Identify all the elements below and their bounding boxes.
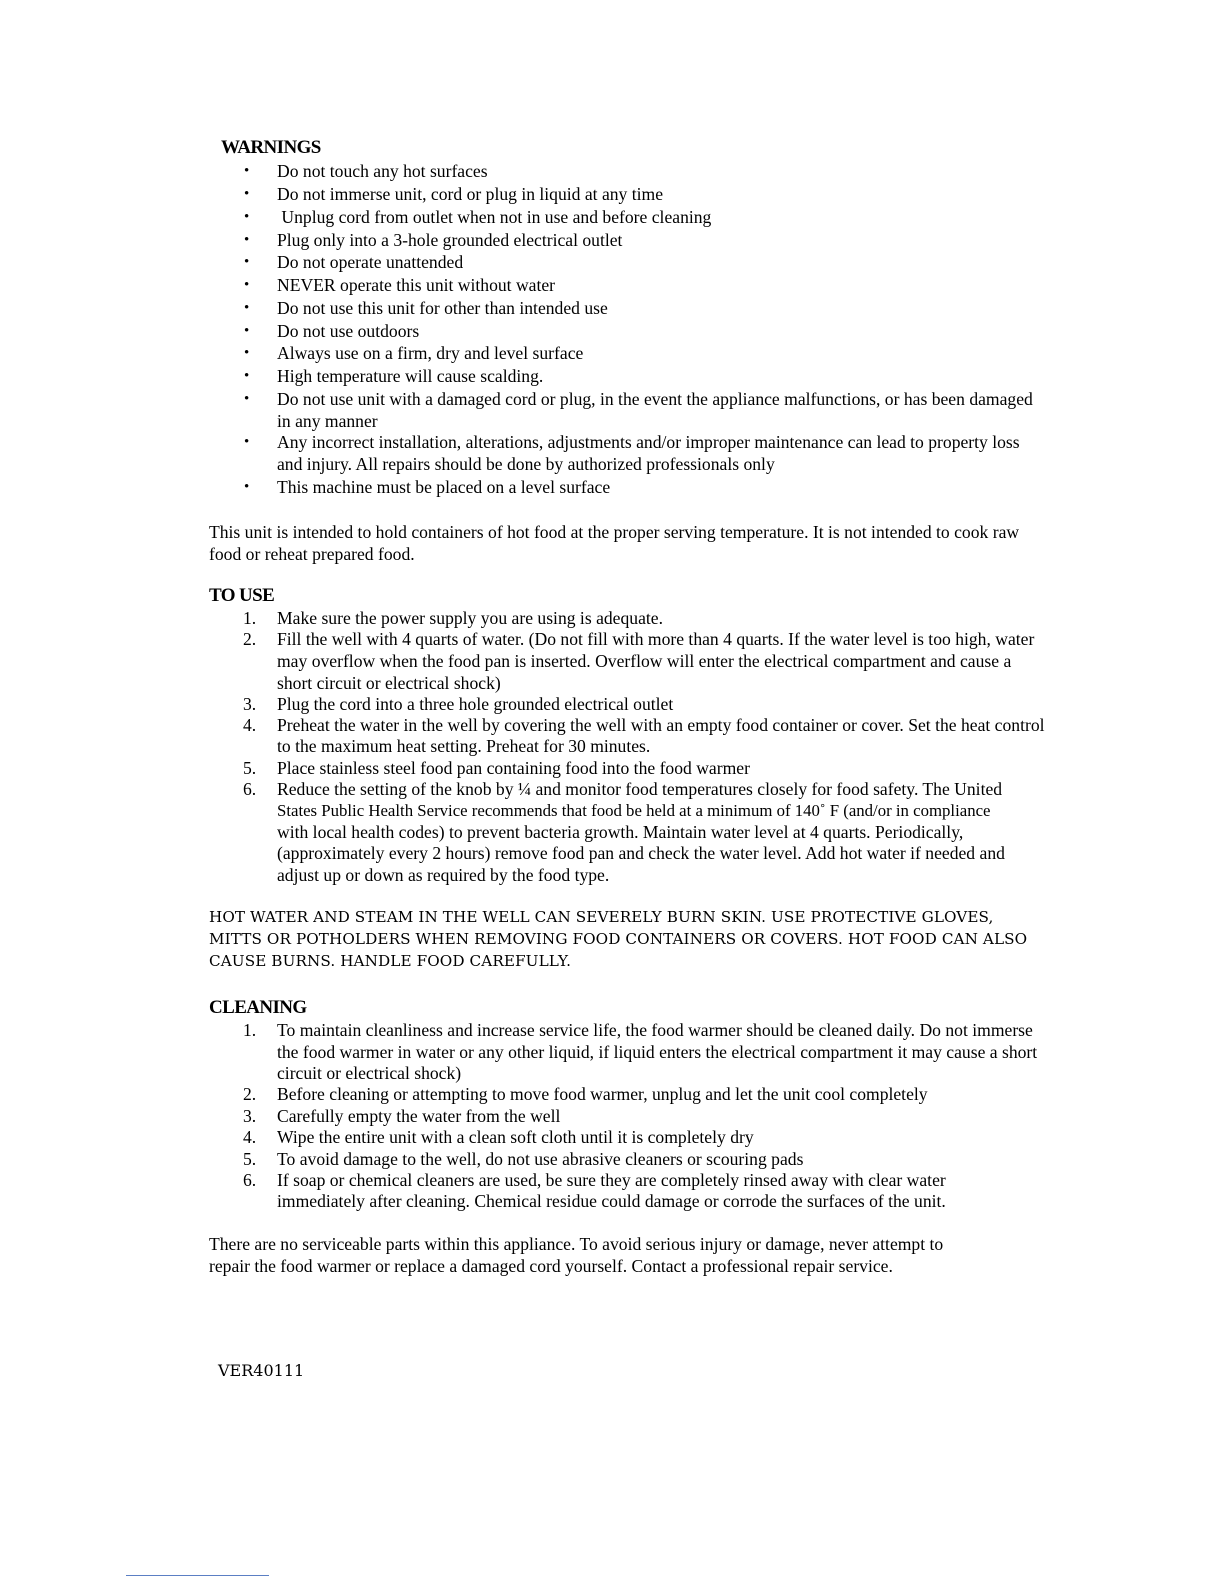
step-text-continued: circuit or electrical shock) <box>277 1063 462 1083</box>
warning-item: Do not immerse unit, cord or plug in liquid at any time <box>277 184 664 204</box>
bullet-icon: • <box>244 300 250 316</box>
bullet-icon: • <box>244 391 250 407</box>
step-number: 5. <box>243 1149 257 1169</box>
caution-line: HOT WATER AND STEAM IN THE WELL CAN SEVERELY BURN SKIN. USE PROTECTIVE GLOVES, <box>209 908 994 926</box>
bullet-icon: • <box>244 163 250 179</box>
bullet-icon: • <box>244 323 250 339</box>
bullet-icon: • <box>244 209 250 225</box>
bullet-icon: • <box>244 479 250 495</box>
to-use-heading: TO USE <box>209 585 275 606</box>
warning-item: Do not use this unit for other than intended use <box>277 298 608 318</box>
step-text-continued: with local health codes) to prevent bacteria growth. Maintain water level at 4 quarts. Periodically, <box>277 822 964 842</box>
warning-item: Do not use outdoors <box>277 321 420 341</box>
warning-item: This machine must be placed on a level surface <box>277 477 611 497</box>
step-text: Place stainless steel food pan containing food into the food warmer <box>277 758 750 778</box>
step-text: Plug the cord into a three hole grounded electrical outlet <box>277 694 674 714</box>
bullet-icon: • <box>244 186 250 202</box>
caution-line: CAUSE BURNS. HANDLE FOOD CAREFULLY. <box>209 952 572 970</box>
step-text-continued: short circuit or electrical shock) <box>277 673 501 693</box>
step-text-continued: (approximately every 2 hours) remove food pan and check the water level. Add hot water if needed and <box>277 843 1005 863</box>
warning-item: High temperature will cause scalding. <box>277 366 544 386</box>
step-text-continued: to the maximum heat setting. Preheat for 30 minutes. <box>277 736 651 756</box>
step-text: Preheat the water in the well by covering the well with an empty food container or cover. Set the heat control <box>277 715 1045 735</box>
step-number: 2. <box>243 1084 257 1104</box>
bullet-icon: • <box>244 232 250 248</box>
warning-item: Always use on a firm, dry and level surface <box>277 343 584 363</box>
step-text: Make sure the power supply you are using is adequate. <box>277 608 663 628</box>
warning-item: Do not touch any hot surfaces <box>277 161 488 181</box>
paragraph-line: There are no serviceable parts within this appliance. To avoid serious injury or damage, never attempt to <box>209 1234 944 1254</box>
step-text-continued: immediately after cleaning. Chemical residue could damage or corrode the surfaces of the unit. <box>277 1191 946 1211</box>
bullet-icon: • <box>244 277 250 293</box>
step-text: To maintain cleanliness and increase service life, the food warmer should be cleaned daily. Do not immerse <box>277 1020 1033 1040</box>
step-text: If soap or chemical cleaners are used, be sure they are completely rinsed away with clear water <box>277 1170 946 1190</box>
step-text-continued: may overflow when the food pan is inserted. Overflow will enter the electrical compartment and cause a <box>277 651 1012 671</box>
step-text-continued: the food warmer in water or any other liquid, if liquid enters the electrical compartment it may cause a short <box>277 1042 1038 1062</box>
bullet-icon: • <box>244 345 250 361</box>
step-number: 1. <box>243 608 257 628</box>
bullet-icon: • <box>244 254 250 270</box>
warnings-heading: WARNINGS <box>221 137 321 158</box>
warning-item: Do not operate unattended <box>277 252 464 272</box>
cleaning-heading: CLEANING <box>209 997 307 1018</box>
step-number: 3. <box>243 1106 257 1126</box>
step-text: Reduce the setting of the knob by ¼ and monitor food temperatures closely for food safety. The United <box>277 779 1003 799</box>
step-text: Fill the well with 4 quarts of water. (Do not fill with more than 4 quarts. If the water level is too high, water <box>277 629 1035 649</box>
step-number: 6. <box>243 1170 257 1190</box>
step-number: 4. <box>243 1127 257 1147</box>
step-number: 2. <box>243 629 257 649</box>
warning-item: Plug only into a 3-hole grounded electrical outlet <box>277 230 623 250</box>
footnote-separator <box>126 1575 269 1576</box>
paragraph-line: food or reheat prepared food. <box>209 544 415 564</box>
caution-line: MITTS OR POTHOLDERS WHEN REMOVING FOOD CONTAINERS OR COVERS. HOT FOOD CAN ALSO <box>209 930 1028 948</box>
step-number: 4. <box>243 715 257 735</box>
version-label: VER40111 <box>218 1361 305 1380</box>
step-text: Wipe the entire unit with a clean soft cloth until it is completely dry <box>277 1127 754 1147</box>
warning-item: NEVER operate this unit without water <box>277 275 556 295</box>
warning-item: Do not use unit with a damaged cord or plug, in the event the appliance malfunctions, or has been damaged <box>277 389 1033 409</box>
paragraph-line: repair the food warmer or replace a damaged cord yourself. Contact a professional repair service. <box>209 1256 893 1276</box>
warning-item-continued: in any manner <box>277 411 378 431</box>
step-text: To avoid damage to the well, do not use abrasive cleaners or scouring pads <box>277 1149 804 1169</box>
warning-item: Unplug cord from outlet when not in use and before cleaning <box>277 207 712 227</box>
bullet-icon: • <box>244 434 250 450</box>
bullet-icon: • <box>244 368 250 384</box>
step-number: 3. <box>243 694 257 714</box>
step-text: Before cleaning or attempting to move food warmer, unplug and let the unit cool completely <box>277 1084 928 1104</box>
step-number: 1. <box>243 1020 257 1040</box>
step-text: Carefully empty the water from the well <box>277 1106 561 1126</box>
step-number: 6. <box>243 779 257 799</box>
step-text-continued: States Public Health Service recommends that food be held at a minimum of 140˚ F (and/or in compliance <box>277 801 991 820</box>
step-text-continued: adjust up or down as required by the food type. <box>277 865 610 885</box>
warning-item-continued: and injury. All repairs should be done by authorized professionals only <box>277 454 775 474</box>
paragraph-line: This unit is intended to hold containers of hot food at the proper serving temperature. It is not intended to cook raw <box>209 522 1020 542</box>
warning-item: Any incorrect installation, alterations, adjustments and/or improper maintenance can lead to property loss <box>277 432 1020 452</box>
step-number: 5. <box>243 758 257 778</box>
